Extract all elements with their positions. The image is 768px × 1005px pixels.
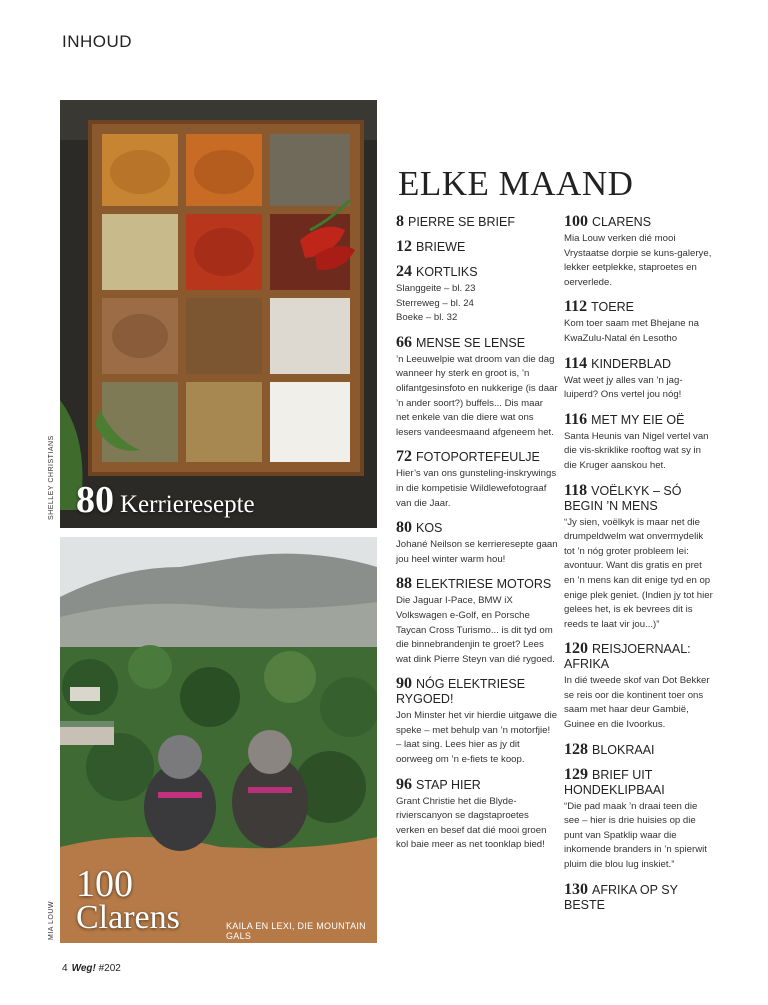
- contents-entry[interactable]: [564, 356, 714, 403]
- entry-title-text: CLARENS: [592, 215, 652, 229]
- spices-photo: [60, 100, 377, 528]
- entry-title: [396, 576, 558, 592]
- entry-title-text: ELEKTRIESE MOTORS: [416, 577, 552, 592]
- contents-right-column: [564, 214, 714, 922]
- entry-title-text: BRIEF UIT HONDEKLIPBAAI: [564, 767, 665, 797]
- entry-title: [564, 742, 714, 758]
- section-heading: ELKE MAAND: [398, 164, 634, 203]
- entry-page-number: 72: [396, 448, 412, 466]
- spices-caption-text: Kerrieresepte: [120, 491, 255, 518]
- entry-title-text: KORTLIKS: [416, 265, 478, 279]
- entry-title-text: MET MY EIE OË: [591, 412, 685, 427]
- spices-caption: [76, 478, 255, 522]
- entry-description: Slanggeite – bl. 23 Sterreweg – bl. 24 Boeke – bl. 32: [396, 283, 476, 324]
- entry-description: Jon Minster het vir hierdie uitgawe die speke – met behulp van ’n motorfjie! – laat sing. Lees hier as jy dit oorweeg om ’n e-fiets te koop.: [396, 710, 558, 766]
- contents-entry[interactable]: [564, 483, 714, 633]
- entry-title: [396, 520, 558, 536]
- entry-title-text: TOERE: [591, 300, 634, 315]
- entry-title: [396, 777, 558, 793]
- entry-title-text: BRIEWE: [416, 240, 466, 254]
- entry-page-number: 120: [564, 640, 588, 658]
- contents-entry[interactable]: [564, 742, 714, 758]
- contents-entry[interactable]: [396, 335, 558, 441]
- entry-title: [396, 449, 558, 465]
- entry-page-number: 80: [396, 519, 412, 537]
- issue-number: #202: [98, 963, 121, 974]
- entry-page-number: 100: [564, 213, 588, 230]
- entry-description: Grant Christie het die Blyde-rivierscanyon se dagstaproetes verken en besef dat dié mooi groen kol baie meer as net toonklap bied!: [396, 795, 547, 851]
- entry-title: [396, 264, 558, 280]
- page-number: 4: [62, 963, 68, 974]
- entry-title: [564, 356, 714, 372]
- section-label: INHOUD: [62, 32, 133, 51]
- entry-title: [564, 641, 714, 672]
- entry-title: [564, 767, 714, 798]
- entry-description: Mia Louw verken dié mooi Vrystaatse dorpie se kuns-galerye, lekker eetplekke, staproetes en oerverlede.: [564, 233, 712, 288]
- entry-description: Johané Neilson se kerrieresepte gaan jou heel winter warm hou!: [396, 539, 558, 565]
- entry-title: [396, 335, 558, 351]
- entry-title-text: STAP HIER: [416, 777, 481, 792]
- contents-entry[interactable]: [396, 520, 558, 567]
- entry-page-number: 128: [564, 740, 588, 758]
- entry-title: [564, 299, 714, 315]
- contents-left-column: [396, 214, 558, 862]
- entry-page-number: 24: [396, 263, 412, 280]
- dogs-photo: [60, 537, 377, 943]
- photo-credit-top: SHELLEY CHRISTIANS: [48, 435, 55, 520]
- entry-title-text: PIERRE SE BRIEF: [408, 215, 515, 229]
- contents-entry[interactable]: [396, 214, 558, 230]
- entry-page-number: 130: [564, 880, 588, 898]
- entry-title-text: FOTOPORTEFEULJE: [416, 450, 540, 465]
- spices-caption-number: 80: [76, 479, 114, 521]
- entry-title-text: KOS: [416, 521, 443, 536]
- entry-description: Santa Heunis van Nigel vertel van die vis-skriklike rooftog wat sy in die Kruger aanskou het.: [564, 430, 709, 471]
- entry-title-text: BLOKRAAI: [592, 742, 655, 757]
- entry-title: [396, 676, 558, 707]
- clarens-small-caption: KAILA EN LEXI, DIE MOUNTAIN GALS: [226, 921, 366, 941]
- entry-title: [564, 882, 714, 913]
- contents-entry[interactable]: [564, 641, 714, 732]
- entry-description: Die Jaguar I-Pace, BMW iX Volkswagen e-Golf, en Porsche Taycan Cross Turismo... is dit tyd om die binnebrandenjin te groet? Lees wat dink Pierre Steyn van dié rygoed.: [396, 595, 555, 665]
- clarens-caption-number: 100: [76, 863, 133, 905]
- contents-entry[interactable]: [396, 264, 558, 326]
- entry-page-number: 129: [564, 765, 588, 783]
- entry-page-number: 112: [564, 298, 588, 316]
- entry-page-number: 116: [564, 410, 588, 428]
- page-footer: [62, 963, 121, 974]
- contents-entry[interactable]: [396, 676, 558, 767]
- spices-illustration: [60, 100, 377, 528]
- entry-title: [396, 214, 558, 230]
- entry-title-text: AFRIKA OP SY BESTE: [564, 882, 678, 912]
- contents-entry[interactable]: [564, 214, 714, 290]
- entry-title: [564, 483, 714, 514]
- entry-page-number: 96: [396, 775, 412, 793]
- entry-page-number: 66: [396, 333, 412, 351]
- entry-description: Hier’s van ons gunsteling-inskrywings in die kompetisie Wildlewefotograaf van die Jaar.: [396, 468, 557, 509]
- entry-page-number: 12: [396, 238, 412, 255]
- entry-title: [564, 214, 714, 230]
- entry-page-number: 114: [564, 354, 588, 372]
- contents-entry[interactable]: [564, 299, 714, 346]
- entry-page-number: 90: [396, 675, 412, 693]
- entry-description: In dié tweede skof van Dot Bekker se reis oor die kontinent toer ons saam met haar deur Gambië, Guinee en die Ivoorkus.: [564, 675, 710, 731]
- contents-entry[interactable]: [564, 882, 714, 913]
- entry-title: [564, 412, 714, 428]
- contents-entry[interactable]: [396, 777, 558, 853]
- contents-entry[interactable]: [396, 449, 558, 511]
- contents-entry[interactable]: [396, 576, 558, 667]
- entry-description: “Die pad maak ’n draai teen die see – hier is drie huisies op die punt van Spatklip waar die inkomende branders in ’n spierwit pluim die blou lug inskiet.”: [564, 800, 707, 871]
- contents-entry[interactable]: [564, 412, 714, 474]
- entry-description: “Jy sien, voëlkyk is maar net die drumpeldwelm wat onvermydelik tot ’n nóg groter probleem lei: avontuur. Want dis gratis en pret en ’n mens kan dit enige tyd en op enige plek geniet. (Indien jy tot hier gelees het, is ek bevrees dit is reeds te laat vir jou...)”: [564, 516, 713, 630]
- entry-description: ’n Leeuwelpie wat droom van die dag wanneer hy sterk en groot is, ’n olifantgesinsfoto en nukkerige (is daar ’n ander soort?) buffels... Dis maar net enkele van die diere wat ons lesers vandeesmaand afgeneem het.: [396, 353, 558, 438]
- entry-page-number: 8: [396, 213, 404, 230]
- entry-title-text: VOËLKYK – SÓ BEGIN ’N MENS: [564, 483, 682, 513]
- entry-title-text: NÓG ELEKTRIESE RYGOED!: [396, 677, 526, 707]
- entry-title-text: REISJOERNAAL: AFRIKA: [564, 642, 691, 672]
- clarens-caption-text: Clarens: [76, 899, 180, 936]
- contents-entry[interactable]: [396, 239, 558, 255]
- contents-entry[interactable]: [564, 767, 714, 873]
- entry-title: [396, 239, 558, 255]
- entry-title-text: KINDERBLAD: [591, 356, 672, 371]
- entry-page-number: 88: [396, 575, 412, 593]
- entry-title-text: MENSE SE LENSE: [416, 335, 526, 350]
- entry-description: Wat weet jy alles van ’n jag-luiperd? Ons vertel jou nóg!: [564, 374, 683, 401]
- magazine-name: Weg!: [71, 963, 96, 974]
- entry-description: Kom toer saam met Bhejane na KwaZulu-Natal én Lesotho: [564, 318, 699, 344]
- entry-page-number: 118: [564, 481, 588, 499]
- photo-credit-bottom: MIA LOUW: [48, 900, 55, 940]
